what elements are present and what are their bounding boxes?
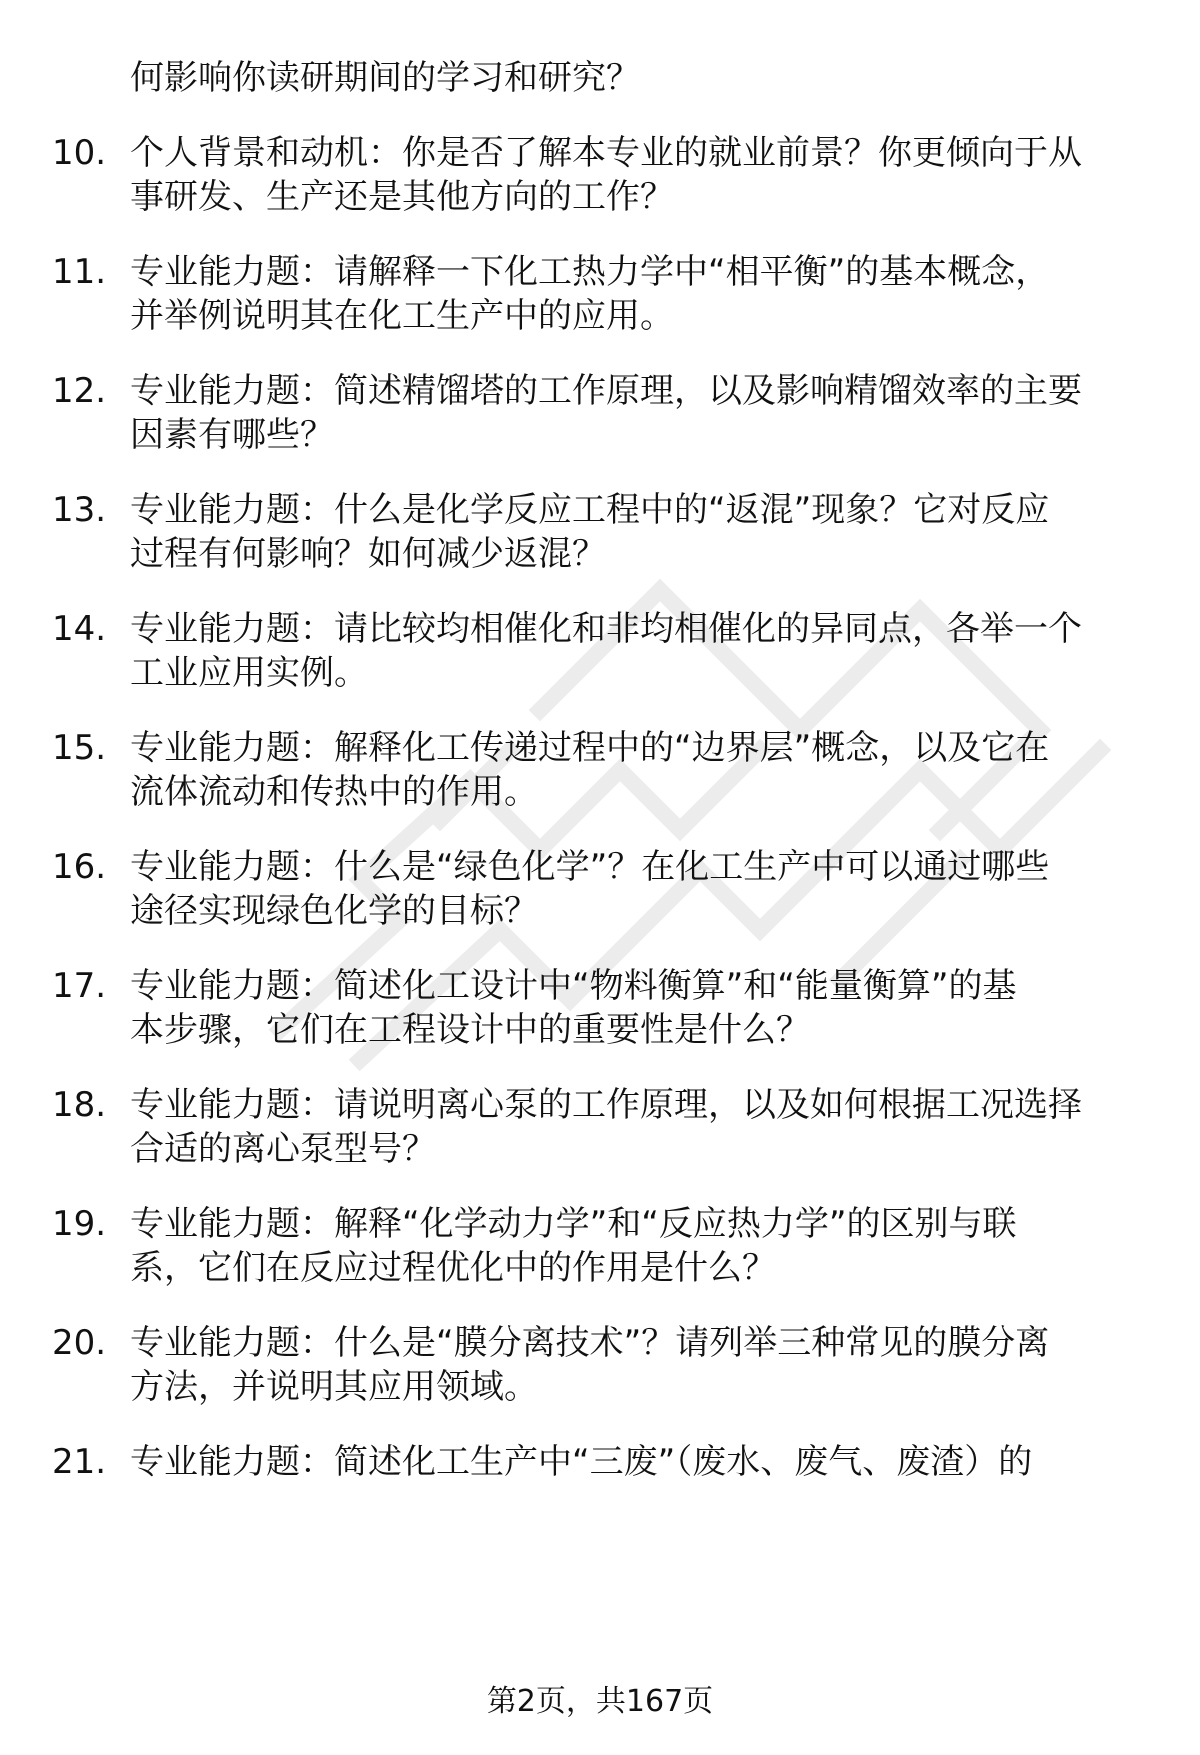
item-number: 20. (52, 1323, 107, 1363)
item-number: 12. (52, 371, 107, 411)
item-number: 10. (52, 133, 107, 173)
item-text-line1: 专业能力题：什么是化学反应工程中的“返混”现象？它对反应 (130, 490, 1050, 530)
item-text-line1: 专业能力题：请解释一下化工热力学中“相平衡”的基本概念， (130, 252, 1050, 292)
item-text-line2: 过程有何影响？如何减少返混？ (130, 534, 606, 574)
item-text-line1: 专业能力题：简述化工生产中“三废”（废水、废气、废渣）的 (130, 1442, 1033, 1482)
item-text-line1: 专业能力题：什么是“膜分离技术”？请列举三种常见的膜分离 (130, 1323, 1050, 1363)
item-text-line1: 专业能力题：请说明离心泵的工作原理，以及如何根据工况选择 (130, 1085, 1082, 1125)
page-footer: 第2页，共167页 (486, 1684, 714, 1719)
item-text-line2: 流体流动和传热中的作用。 (130, 772, 538, 812)
item-number: 18. (52, 1085, 107, 1125)
item-text-line2: 事研发、生产还是其他方向的工作？ (130, 177, 674, 217)
item-number: 21. (52, 1442, 107, 1482)
item-text-line2: 因素有哪些？ (130, 415, 334, 455)
item-text-line2: 工业应用实例。 (130, 653, 368, 693)
item-number: 19. (52, 1204, 107, 1244)
item-number: 11. (52, 252, 107, 292)
item-number: 14. (52, 609, 107, 649)
item-text-line2: 本步骤，它们在工程设计中的重要性是什么？ (130, 1010, 810, 1050)
item-text-line2: 途径实现绿色化学的目标？ (130, 891, 538, 931)
item-text-line1: 个人背景和动机：你是否了解本专业的就业前景？你更倾向于从 (130, 133, 1082, 173)
item-text-line1: 专业能力题：什么是“绿色化学”？在化工生产中可以通过哪些 (130, 847, 1050, 887)
item-number: 13. (52, 490, 107, 530)
continuation-line: 何影响你读研期间的学习和研究？ (130, 58, 640, 98)
item-number: 16. (52, 847, 107, 887)
item-text-line1: 专业能力题：请比较均相催化和非均相催化的异同点，各举一个 (130, 609, 1082, 649)
item-text-line1: 专业能力题：简述化工设计中“物料衡算”和“能量衡算”的基 (130, 966, 1017, 1006)
item-text-line1: 专业能力题：解释“化学动力学”和“反应热力学”的区别与联 (130, 1204, 1017, 1244)
item-text-line1: 专业能力题：解释化工传递过程中的“边界层”概念，以及它在 (130, 728, 1050, 768)
item-text-line2: 合适的离心泵型号？ (130, 1129, 436, 1169)
item-number: 17. (52, 966, 107, 1006)
item-text-line1: 专业能力题：简述精馏塔的工作原理，以及影响精馏效率的主要 (130, 371, 1082, 411)
item-number: 15. (52, 728, 107, 768)
item-text-line2: 并举例说明其在化工生产中的应用。 (130, 296, 674, 336)
item-text-line2: 系，它们在反应过程优化中的作用是什么？ (130, 1248, 776, 1288)
item-text-line2: 方法，并说明其应用领域。 (130, 1367, 538, 1407)
